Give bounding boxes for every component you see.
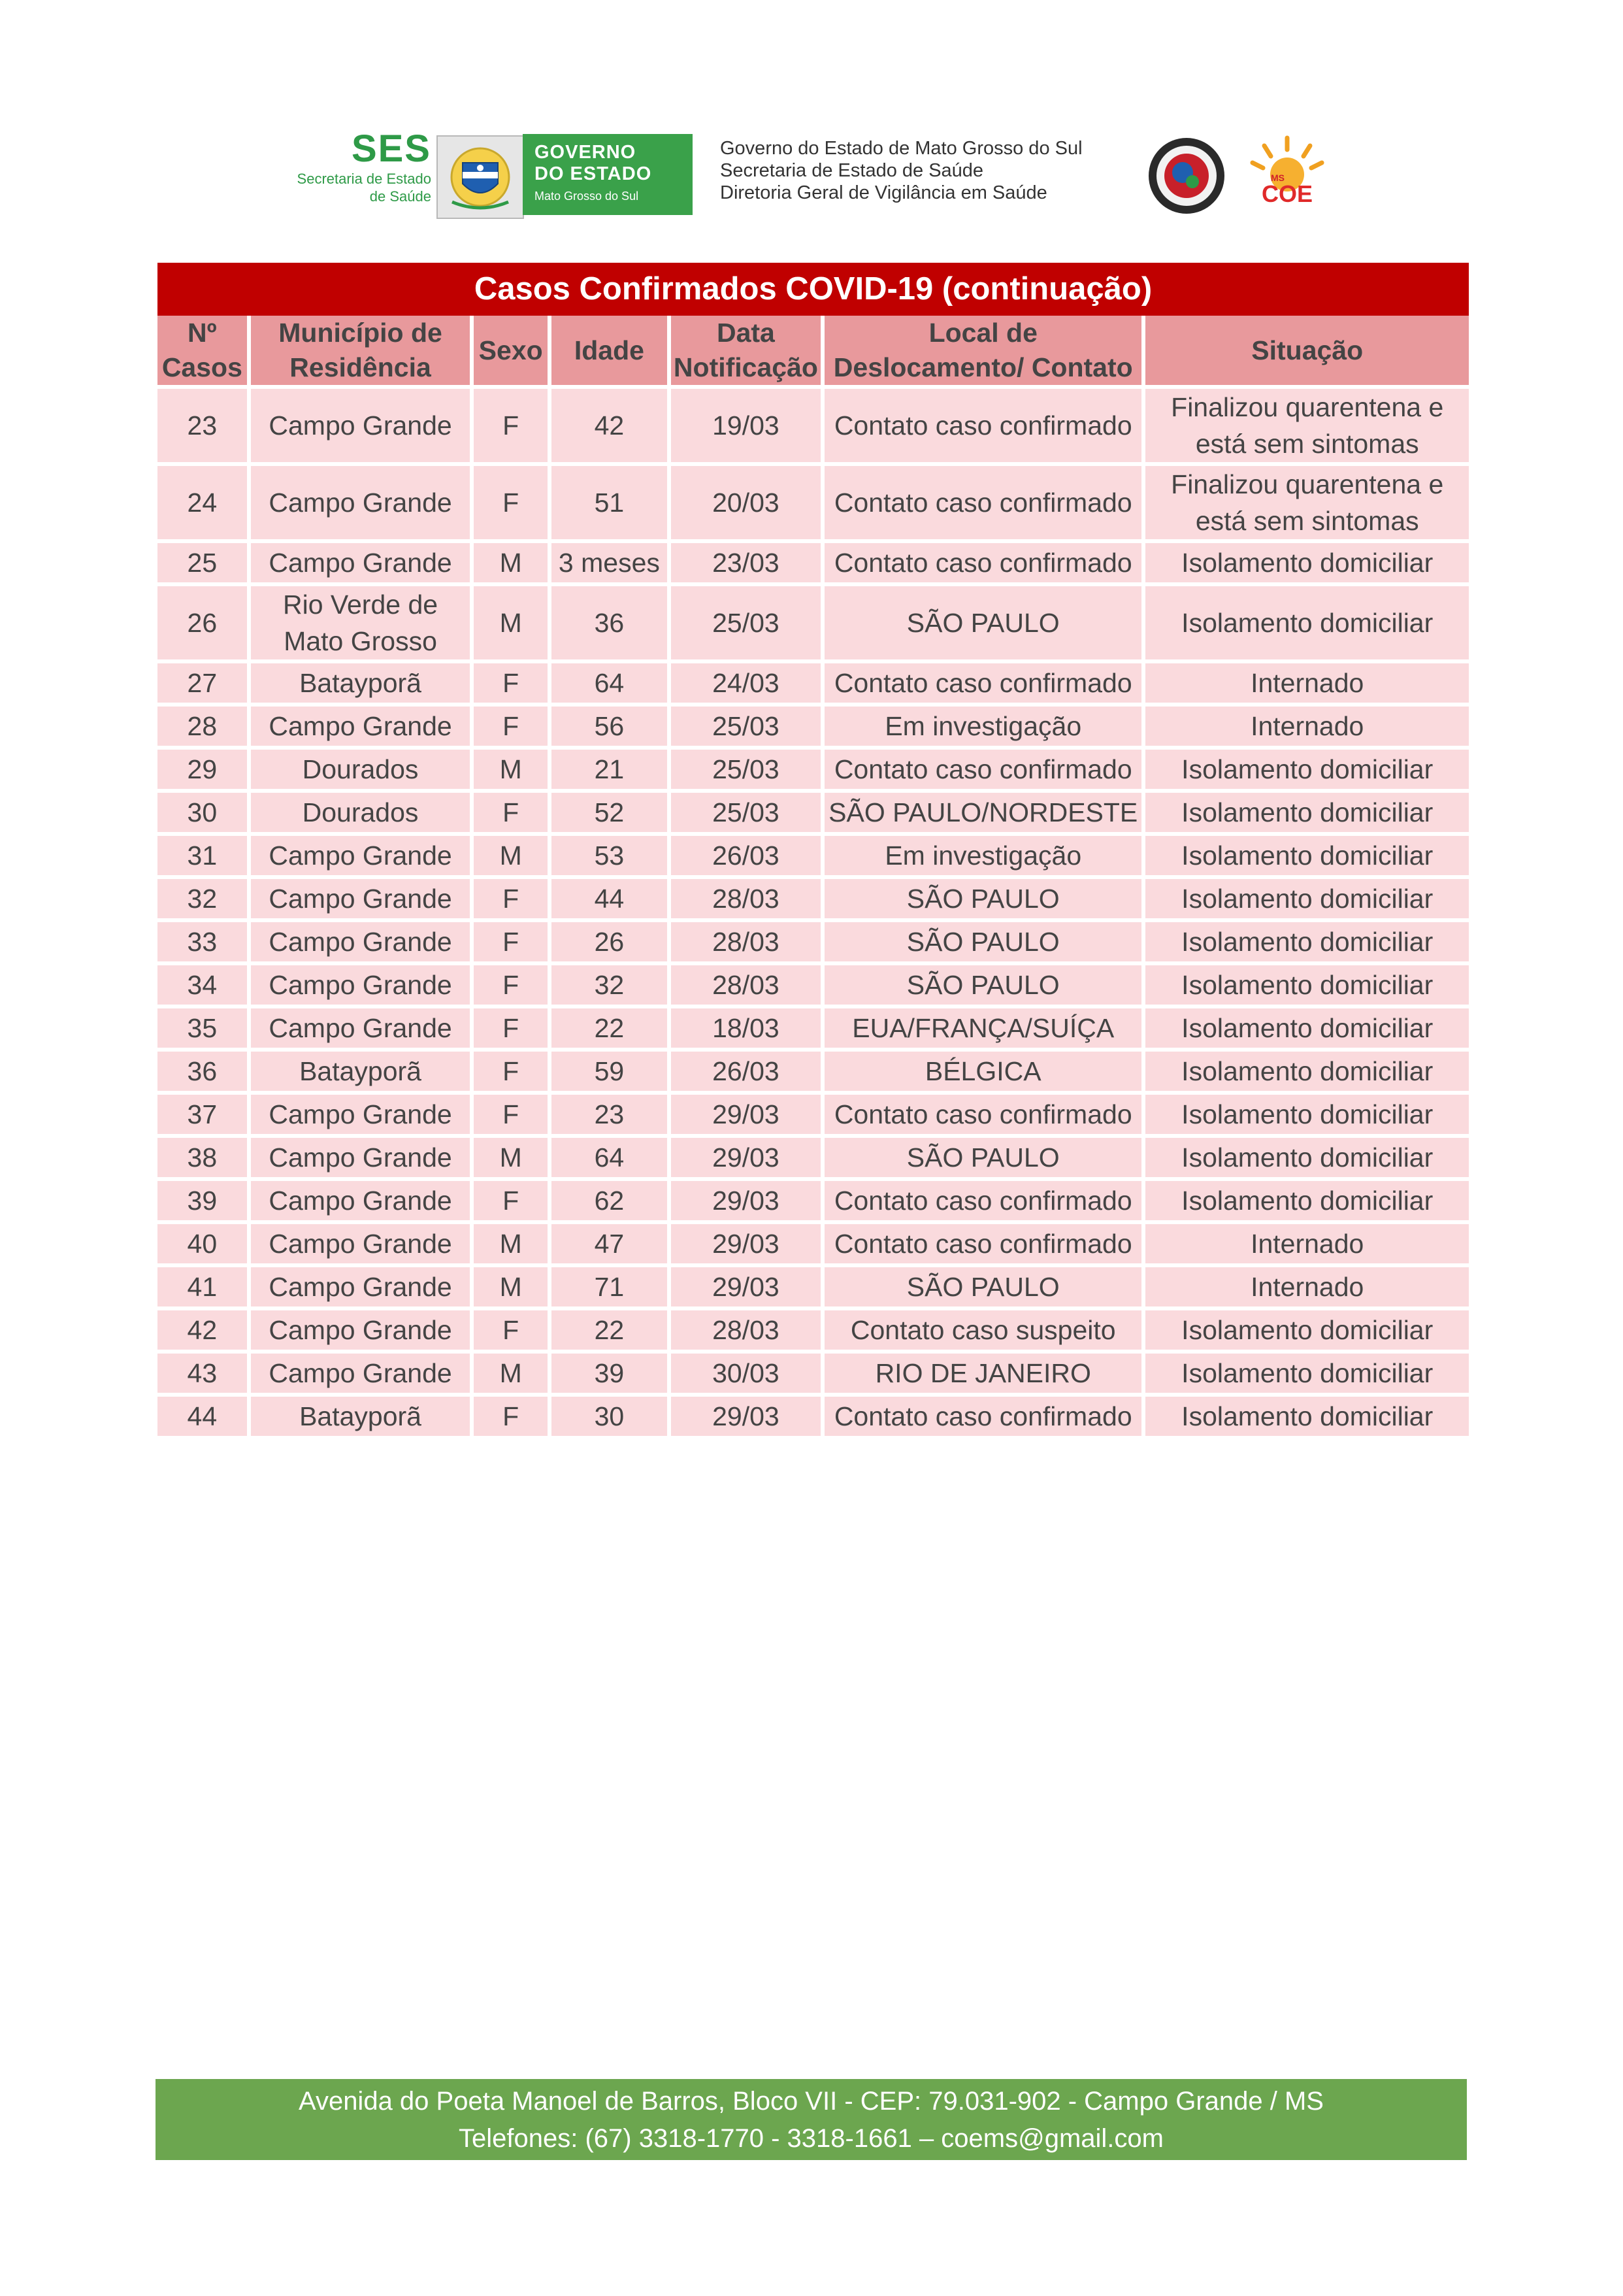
ses-logo-line1: Secretaria de Estado: [297, 171, 431, 187]
col-header-local-line2: Deslocamento/ Contato: [833, 352, 1133, 382]
cell-data-notificacao: 24/03: [671, 663, 821, 703]
table-row: [157, 707, 1469, 746]
cell-n-casos: 27: [157, 663, 247, 703]
cell-local: SÃO PAULO: [825, 922, 1141, 961]
col-header-idade-label: Idade: [574, 335, 644, 365]
cell-sexo: M: [474, 1354, 548, 1393]
cell-sexo: F: [474, 1008, 548, 1048]
footer-contact: Telefones: (67) 3318-1770 - 3318-1661 – coems@gmail.com: [459, 2124, 1164, 2153]
cell-idade: 23: [551, 1095, 667, 1134]
table-row: [157, 663, 1469, 703]
cell-data-notificacao: 29/03: [671, 1224, 821, 1263]
cell-sexo: F: [474, 466, 548, 539]
cell-local: SÃO PAULO: [825, 965, 1141, 1005]
cell-idade: 59: [551, 1052, 667, 1091]
cell-idade: 64: [551, 663, 667, 703]
cell-n-casos: 42: [157, 1310, 247, 1350]
cell-local: BÉLGICA: [825, 1052, 1141, 1091]
ses-logo-line2: de Saúde: [369, 188, 431, 205]
cell-situacao: Isolamento domiciliar: [1145, 965, 1469, 1005]
cell-local: Contato caso confirmado: [825, 1224, 1141, 1263]
cell-idade: 51: [551, 466, 667, 539]
cell-idade: 62: [551, 1181, 667, 1220]
cell-municipio: Campo Grande: [251, 1310, 470, 1350]
table-row: [157, 1181, 1469, 1220]
cell-idade: 44: [551, 879, 667, 918]
cell-data-notificacao: 25/03: [671, 707, 821, 746]
table-row: [157, 750, 1469, 789]
col-header-municipio-line1: Município de: [278, 318, 442, 348]
cell-situacao: Isolamento domiciliar: [1145, 1310, 1469, 1350]
government-line1: Governo do Estado de Mato Grosso do Sul: [720, 138, 1083, 159]
vigilancia-seal-icon: [1147, 136, 1226, 216]
cell-municipio: Campo Grande: [251, 1267, 470, 1306]
cell-situacao: Isolamento domiciliar: [1145, 1354, 1469, 1393]
cell-data-notificacao: 28/03: [671, 922, 821, 961]
cell-situacao: Internado: [1145, 663, 1469, 703]
cases-table-container: [157, 263, 1469, 1440]
table-body: [157, 389, 1469, 1436]
cell-data-notificacao: 25/03: [671, 750, 821, 789]
cell-situacao: Internado: [1145, 1267, 1469, 1306]
cell-situacao: Finalizou quarentena e está sem sintomas: [1145, 466, 1469, 539]
cell-data-notificacao: 18/03: [671, 1008, 821, 1048]
cell-sexo: M: [474, 1138, 548, 1177]
ses-logo: [268, 128, 431, 220]
cell-n-casos: 29: [157, 750, 247, 789]
cell-situacao: Isolamento domiciliar: [1145, 543, 1469, 582]
cell-data-notificacao: 28/03: [671, 879, 821, 918]
col-header-n-casos-line1: Nº: [188, 318, 217, 348]
cell-idade: 3 meses: [551, 543, 667, 582]
cell-municipio: Dourados: [251, 793, 470, 832]
cell-municipio: Batayporã: [251, 1397, 470, 1436]
cell-municipio: Campo Grande: [251, 922, 470, 961]
table-header-row: [157, 316, 1469, 385]
table-row: [157, 879, 1469, 918]
cell-data-notificacao: 29/03: [671, 1095, 821, 1134]
table-row: [157, 1267, 1469, 1306]
cell-sexo: F: [474, 707, 548, 746]
cell-local: Contato caso confirmado: [825, 1095, 1141, 1134]
cell-data-notificacao: 28/03: [671, 1310, 821, 1350]
cell-n-casos: 37: [157, 1095, 247, 1134]
footer-address: Avenida do Poeta Manoel de Barros, Bloco VII - CEP: 79.031-902 - Campo Grande / MS: [298, 2087, 1324, 2116]
cell-idade: 26: [551, 922, 667, 961]
cell-data-notificacao: 28/03: [671, 965, 821, 1005]
cell-local: Em investigação: [825, 707, 1141, 746]
cell-municipio: Campo Grande: [251, 466, 470, 539]
cell-local: Contato caso confirmado: [825, 1181, 1141, 1220]
table-row: [157, 1310, 1469, 1350]
cell-municipio: Campo Grande: [251, 1224, 470, 1263]
cell-data-notificacao: 20/03: [671, 466, 821, 539]
cases-table: [154, 312, 1473, 1440]
col-header-situacao-label: Situação: [1251, 335, 1364, 365]
cell-data-notificacao: 26/03: [671, 1052, 821, 1091]
coe-logo-text: COE: [1261, 180, 1313, 207]
table-row: [157, 1095, 1469, 1134]
cell-local: SÃO PAULO: [825, 586, 1141, 659]
cell-n-casos: 43: [157, 1354, 247, 1393]
cell-local: Contato caso confirmado: [825, 466, 1141, 539]
cell-sexo: F: [474, 663, 548, 703]
table-row: [157, 1052, 1469, 1091]
cell-local: SÃO PAULO: [825, 879, 1141, 918]
cell-idade: 22: [551, 1008, 667, 1048]
governo-logo-line1: GOVERNO: [534, 142, 636, 163]
cell-local: Contato caso confirmado: [825, 750, 1141, 789]
cell-n-casos: 41: [157, 1267, 247, 1306]
cell-n-casos: 38: [157, 1138, 247, 1177]
cell-n-casos: 36: [157, 1052, 247, 1091]
cell-municipio: Campo Grande: [251, 1354, 470, 1393]
cell-sexo: F: [474, 1095, 548, 1134]
table-row: [157, 836, 1469, 875]
cell-data-notificacao: 30/03: [671, 1354, 821, 1393]
table-row: [157, 793, 1469, 832]
cell-situacao: Internado: [1145, 1224, 1469, 1263]
government-line2: Secretaria de Estado de Saúde: [720, 160, 984, 181]
cell-n-casos: 24: [157, 466, 247, 539]
cell-data-notificacao: 23/03: [671, 543, 821, 582]
table-row: [157, 543, 1469, 582]
cell-municipio: Batayporã: [251, 1052, 470, 1091]
cell-sexo: F: [474, 1397, 548, 1436]
cell-municipio: Campo Grande: [251, 1138, 470, 1177]
governo-logo: [523, 134, 693, 215]
cell-n-casos: 28: [157, 707, 247, 746]
cell-situacao: Isolamento domiciliar: [1145, 793, 1469, 832]
state-crest-icon: [436, 135, 524, 219]
cell-municipio: Campo Grande: [251, 707, 470, 746]
cell-idade: 32: [551, 965, 667, 1005]
cell-situacao: Isolamento domiciliar: [1145, 836, 1469, 875]
cell-local: Contato caso confirmado: [825, 1397, 1141, 1436]
governo-logo-line2: DO ESTADO: [534, 163, 652, 184]
cell-idade: 39: [551, 1354, 667, 1393]
cell-local: EUA/FRANÇA/SUÍÇA: [825, 1008, 1141, 1048]
cell-situacao: Isolamento domiciliar: [1145, 879, 1469, 918]
col-header-data: [671, 316, 821, 385]
cell-local: Contato caso suspeito: [825, 1310, 1141, 1350]
table-row: [157, 1008, 1469, 1048]
cell-data-notificacao: 26/03: [671, 836, 821, 875]
cell-n-casos: 25: [157, 543, 247, 582]
governo-logo-line3: Mato Grosso do Sul: [534, 190, 639, 203]
cell-municipio: Campo Grande: [251, 965, 470, 1005]
cell-municipio: Rio Verde de Mato Grosso: [251, 586, 470, 659]
cell-data-notificacao: 25/03: [671, 793, 821, 832]
cell-idade: 21: [551, 750, 667, 789]
col-header-situacao: [1145, 316, 1469, 385]
cell-n-casos: 35: [157, 1008, 247, 1048]
col-header-data-line2: Notificação: [673, 352, 818, 382]
cell-sexo: M: [474, 543, 548, 582]
cell-local: SÃO PAULO/NORDESTE: [825, 793, 1141, 832]
cell-situacao: Isolamento domiciliar: [1145, 1138, 1469, 1177]
cell-data-notificacao: 25/03: [671, 586, 821, 659]
cell-n-casos: 44: [157, 1397, 247, 1436]
cell-sexo: F: [474, 793, 548, 832]
table-row: [157, 466, 1469, 539]
cell-n-casos: 30: [157, 793, 247, 832]
cell-municipio: Dourados: [251, 750, 470, 789]
cell-sexo: M: [474, 750, 548, 789]
cell-idade: 71: [551, 1267, 667, 1306]
cell-municipio: Campo Grande: [251, 836, 470, 875]
cell-municipio: Batayporã: [251, 663, 470, 703]
col-header-municipio-line2: Residência: [289, 352, 431, 382]
cell-idade: 30: [551, 1397, 667, 1436]
government-line3: Diretoria Geral de Vigilância em Saúde: [720, 182, 1047, 203]
cell-idade: 52: [551, 793, 667, 832]
cell-local: Contato caso confirmado: [825, 543, 1141, 582]
cell-sexo: F: [474, 1181, 548, 1220]
cell-sexo: F: [474, 922, 548, 961]
cell-situacao: Isolamento domiciliar: [1145, 1008, 1469, 1048]
cell-municipio: Campo Grande: [251, 1181, 470, 1220]
cell-local: Contato caso confirmado: [825, 389, 1141, 462]
cell-sexo: M: [474, 1267, 548, 1306]
cell-idade: 36: [551, 586, 667, 659]
cell-local: RIO DE JANEIRO: [825, 1354, 1141, 1393]
cell-n-casos: 34: [157, 965, 247, 1005]
cell-local: SÃO PAULO: [825, 1267, 1141, 1306]
cell-situacao: Isolamento domiciliar: [1145, 750, 1469, 789]
table-row: [157, 586, 1469, 659]
cell-municipio: Campo Grande: [251, 543, 470, 582]
col-header-n-casos-line2: Casos: [161, 352, 242, 382]
col-header-municipio: [251, 316, 470, 385]
cell-sexo: F: [474, 1310, 548, 1350]
cell-municipio: Campo Grande: [251, 389, 470, 462]
cell-n-casos: 40: [157, 1224, 247, 1263]
table-row: [157, 1224, 1469, 1263]
col-header-idade: [551, 316, 667, 385]
cell-sexo: M: [474, 1224, 548, 1263]
cell-municipio: Campo Grande: [251, 1008, 470, 1048]
cell-sexo: M: [474, 586, 548, 659]
cell-data-notificacao: 29/03: [671, 1397, 821, 1436]
cell-situacao: Isolamento domiciliar: [1145, 1052, 1469, 1091]
cell-idade: 53: [551, 836, 667, 875]
cell-situacao: Internado: [1145, 707, 1469, 746]
table-row: [157, 965, 1469, 1005]
cell-local: Em investigação: [825, 836, 1141, 875]
cell-municipio: Campo Grande: [251, 1095, 470, 1134]
cell-situacao: Isolamento domiciliar: [1145, 922, 1469, 961]
cell-sexo: F: [474, 965, 548, 1005]
cell-situacao: Isolamento domiciliar: [1145, 1095, 1469, 1134]
cell-n-casos: 31: [157, 836, 247, 875]
cell-data-notificacao: 29/03: [671, 1138, 821, 1177]
cell-idade: 47: [551, 1224, 667, 1263]
cell-idade: 22: [551, 1310, 667, 1350]
col-header-data-line1: Data: [716, 318, 775, 348]
table-row: [157, 1354, 1469, 1393]
cell-idade: 56: [551, 707, 667, 746]
col-header-sexo: [474, 316, 548, 385]
page-header: [0, 0, 1623, 235]
cell-local: SÃO PAULO: [825, 1138, 1141, 1177]
cell-n-casos: 32: [157, 879, 247, 918]
col-header-sexo-label: Sexo: [478, 335, 543, 365]
page-footer: [156, 2079, 1467, 2160]
table-row: [157, 1397, 1469, 1436]
ses-logo-title: SES: [351, 127, 431, 170]
cell-situacao: Isolamento domiciliar: [1145, 1397, 1469, 1436]
cell-municipio: Campo Grande: [251, 879, 470, 918]
col-header-local-line1: Local de: [928, 318, 1038, 348]
coe-logo: [1245, 134, 1330, 218]
col-header-n-casos: [157, 316, 247, 385]
cell-situacao: Isolamento domiciliar: [1145, 586, 1469, 659]
cell-n-casos: 39: [157, 1181, 247, 1220]
table-row: [157, 1138, 1469, 1177]
cell-data-notificacao: 19/03: [671, 389, 821, 462]
cell-situacao: Finalizou quarentena e está sem sintomas: [1145, 389, 1469, 462]
cell-sexo: F: [474, 389, 548, 462]
cell-data-notificacao: 29/03: [671, 1267, 821, 1306]
cell-sexo: F: [474, 879, 548, 918]
cell-idade: 42: [551, 389, 667, 462]
cell-local: Contato caso confirmado: [825, 663, 1141, 703]
cell-n-casos: 33: [157, 922, 247, 961]
cell-situacao: Isolamento domiciliar: [1145, 1181, 1469, 1220]
cell-data-notificacao: 29/03: [671, 1181, 821, 1220]
government-text: [720, 137, 1125, 204]
table-row: [157, 922, 1469, 961]
table-row: [157, 389, 1469, 462]
table-title: Casos Confirmados COVID-19 (continuação): [157, 263, 1469, 316]
col-header-local: [825, 316, 1141, 385]
coe-logo-ms: MS: [1271, 173, 1285, 183]
cell-n-casos: 23: [157, 389, 247, 462]
cell-sexo: M: [474, 836, 548, 875]
cell-idade: 64: [551, 1138, 667, 1177]
cell-n-casos: 26: [157, 586, 247, 659]
cell-sexo: F: [474, 1052, 548, 1091]
